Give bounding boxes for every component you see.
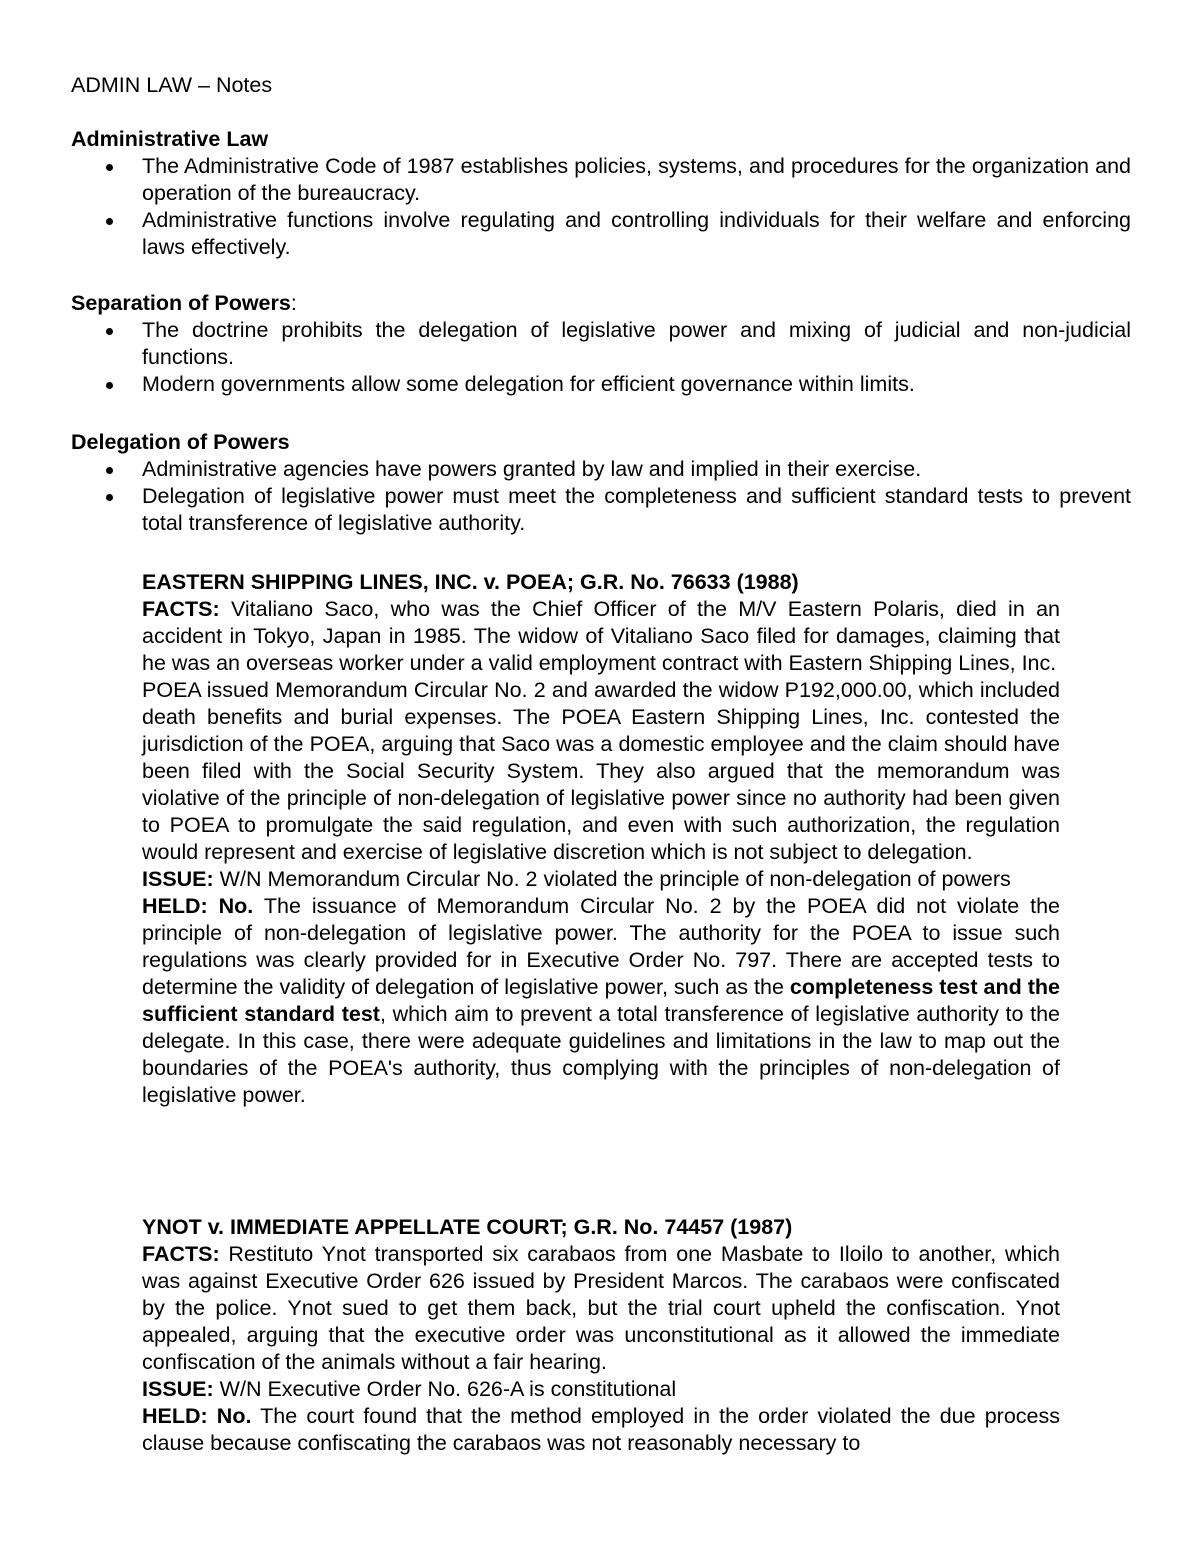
list-item-text: Modern governments allow some delegation for efficient governance within limits. [142, 372, 915, 396]
list-item-text: The Administrative Code of 1987 establishes policies, systems, and procedures for the organization and operation of the bureaucracy. [142, 154, 1131, 205]
held-text-continued: , which aim to prevent a total transference of legislative authority to the delegate. In this case, there were adequate guidelines and limitations in the law to map out the boundaries of the POEA's authority, thus complying with the principles of non-delegation of legislative power. [142, 1002, 1060, 1107]
section-heading-text: Separation of Powers [71, 291, 291, 315]
bullet-list [71, 456, 1131, 537]
list-item [142, 456, 1131, 483]
section-heading: Administrative Law [71, 127, 269, 151]
list-item [142, 153, 1131, 207]
facts-label: FACTS: [142, 597, 220, 621]
section-separation-of-powers [71, 290, 1131, 398]
bullet-icon [106, 494, 113, 501]
list-item [142, 483, 1131, 537]
issue-label: ISSUE: [142, 867, 214, 891]
list-item [142, 317, 1131, 371]
bullet-icon [106, 164, 113, 171]
held-label: HELD: No. [142, 1404, 252, 1428]
list-item-text: Administrative agencies have powers granted by law and implied in their exercise. [142, 457, 922, 481]
case-title: YNOT v. IMMEDIATE APPELLATE COURT; G.R. No. 74457 (1987) [142, 1215, 793, 1239]
held-text: The court found that the method employed in the order violated the due process clause because confiscating the carabaos was not reasonably necessary to [142, 1404, 1060, 1455]
list-item [142, 371, 1131, 398]
case-facts-continued: POEA issued Memorandum Circular No. 2 and awarded the widow P192,000.00, which included death benefits and burial expenses. The POEA Eastern Shipping Lines, Inc. contested the jurisdiction of the POEA, arguing that Saco was a domestic employee and the claim should have been filed with the Social Security System. They also argued that the memorandum was violative of the principle of non-delegation of legislative power since no authority had been given to POEA to promulgate the said regulation, and even with such authorization, the regulation would represent and exercise of legislative discretion which is not subject to delegation. [142, 678, 1060, 864]
list-item-text: Administrative functions involve regulating and controlling individuals for their welfare and enforcing laws effectively. [142, 208, 1131, 259]
case-eastern-shipping [142, 569, 1060, 1109]
case-facts [142, 1241, 1060, 1376]
section-heading [71, 290, 1131, 317]
issue-label: ISSUE: [142, 1377, 214, 1401]
held-text: The issuance of Memorandum Circular No. 2 by the POEA did not violate the principle of non-delegation of legislative power. The authority for the POEA to issue such regulations was clearly provided for in Executive Order No. 797. There are accepted tests to determine the validity of delegation of legislative power, such as the [142, 894, 1060, 999]
facts-label: FACTS: [142, 1242, 220, 1266]
case-issue [142, 1376, 1060, 1403]
section-delegation-of-powers [71, 429, 1131, 537]
facts-text: Restituto Ynot transported six carabaos from one Masbate to Iloilo to another, which was against Executive Order 626 issued by President Marcos. The carabaos were confiscated by the police. Ynot sued to get them back, but the trial court upheld the confiscation. Ynot appealed, arguing that the executive order was unconstitutional as it allowed the immediate confiscation of the animals without a fair hearing. [142, 1242, 1060, 1374]
bullet-list [71, 153, 1131, 261]
case-ynot [142, 1214, 1060, 1457]
bullet-list [71, 317, 1131, 398]
issue-text: W/N Memorandum Circular No. 2 violated the principle of non-delegation of powers [219, 867, 1011, 891]
list-item-text: The doctrine prohibits the delegation of legislative power and mixing of judicial and non-judicial functions. [142, 318, 1131, 369]
case-held [142, 1403, 1060, 1457]
bullet-icon [106, 382, 113, 389]
case-held [142, 893, 1060, 1109]
bullet-icon [106, 218, 113, 225]
section-administrative-law [71, 126, 1131, 261]
case-issue [142, 866, 1060, 893]
document-title: ADMIN LAW – Notes [71, 73, 273, 97]
list-item [142, 207, 1131, 261]
facts-text: Vitaliano Saco, who was the Chief Officer of the M/V Eastern Polaris, died in an accident in Tokyo, Japan in 1985. The widow of Vitaliano Saco filed for damages, claiming that he was an overseas worker under a valid employment contract with Eastern Shipping Lines, Inc. [142, 597, 1060, 675]
bullet-icon [106, 467, 113, 474]
bullet-icon [106, 328, 113, 335]
case-facts [142, 596, 1060, 677]
section-heading: Delegation of Powers [71, 430, 290, 454]
held-label: HELD: No. [142, 894, 254, 918]
issue-text: W/N Executive Order No. 626-A is constitutional [219, 1377, 677, 1401]
section-heading-suffix: : [290, 291, 297, 315]
list-item-text: Delegation of legislative power must meet the completeness and sufficient standard tests to prevent total transference of legislative authority. [142, 484, 1131, 535]
held-emphasis: completeness test and the sufficient standard test [142, 975, 1060, 1026]
case-title: EASTERN SHIPPING LINES, INC. v. POEA; G.R. No. 76633 (1988) [142, 570, 799, 594]
